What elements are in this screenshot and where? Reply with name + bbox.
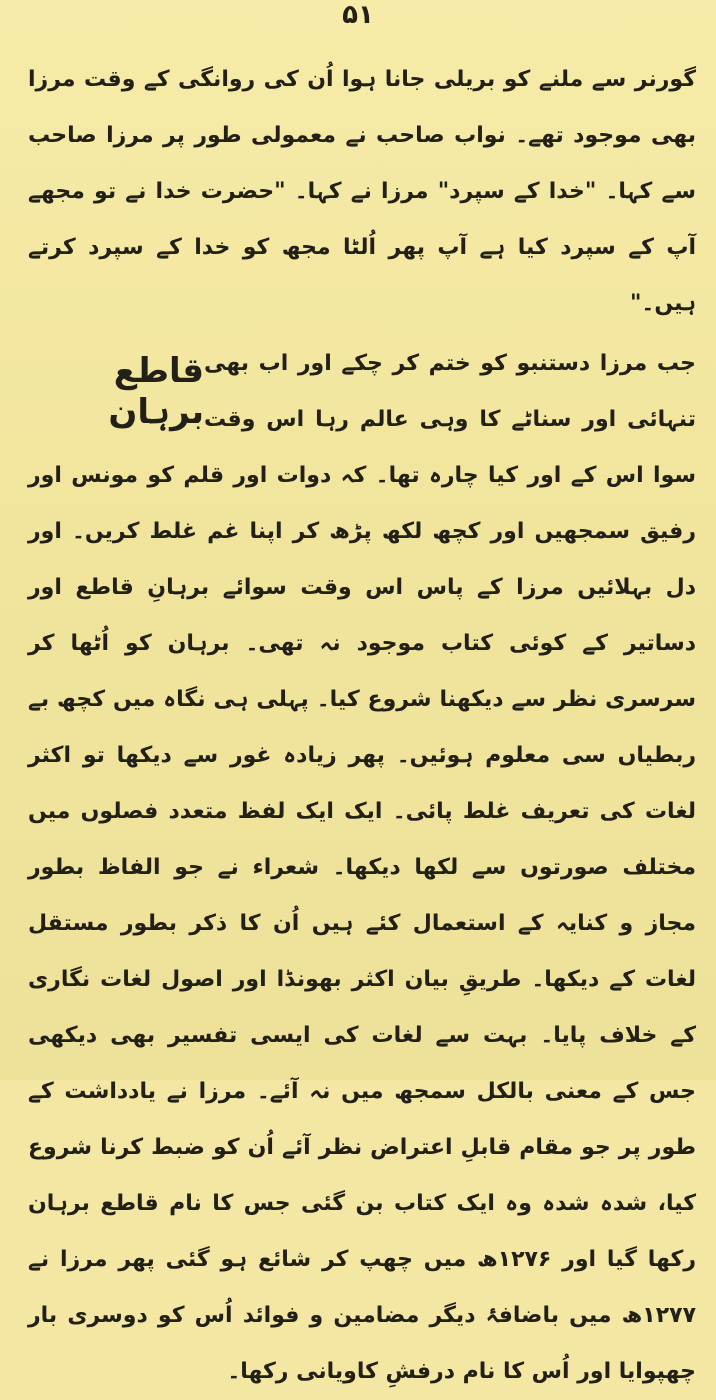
section-heading-box (34, 336, 204, 448)
page-number: ۵۱ (342, 0, 374, 30)
section-heading: قاطع برہان (108, 351, 204, 432)
body-text (28, 52, 696, 1400)
paragraph-1: گورنر سے ملنے کو بریلی جانا ہوا اُن کی روانگی کے وقت مرزا بھی موجود تھے۔ نواب صاحب نے معمولی طور پر مرزا صاحب سے کہا۔ "خدا کے سپرد" مرزا نے کہا۔ "حضرت خدا نے تو مجھے آپ کے سپرد کیا ہے آپ پھر اُلٹا مجھ کو خدا کے سپرد کرتے ہیں۔" (28, 67, 696, 316)
paragraph-2: جب مرزا دستنبو کو ختم کر چکے اور اب بھی تنہائی اور سناٹے کا وہی عالم رہا اس وقت سوا اس کے اور کیا چارہ تھا۔ کہ دوات اور قلم کو مونس اور رفیق سمجھیں اور کچھ لکھ پڑھ کر اپنا غم غلط کریں۔ اور دل بہلائیں مرزا کے پاس اس وقت سوائے برہانِ قاطع اور دساتیر کے کوئی کتاب موجود نہ تھی۔ برہان کو اُٹھا کر سرسری نظر سے دیکھنا شروع کیا۔ پہلی ہی نگاہ میں کچھ بے ربطیاں سی معلوم ہوئیں۔ پھر زیادہ غور سے دیکھا تو اکثر لغات کی تعریف غلط پائی۔ ایک ایک لفظ متعدد فصلوں میں مختلف صورتوں سے لکھا دیکھا۔ شعراء نے جو الفاظ بطور مجاز و کنایہ کے استعمال کئے ہیں اُن کا ذکر بطور مستقل لغات کے دیکھا۔ طریقِ بیان اکثر بھونڈا اور اصول لغات نگاری کے خلاف پایا۔ بہت سے لغات کی ایسی تفسیر بھی دیکھی جس کے معنی بالکل سمجھ میں نہ آئے۔ مرزا نے یادداشت کے طور پر جو مقام قابلِ اعتراض نظر آئے اُن کو ضبط کرنا شروع کیا، شدہ شدہ وہ ایک کتاب بن گئی جس کا نام قاطع برہان رکھا گیا اور ۱۲۷۶ھ میں چھپ کر شائع ہو گئی پھر مرزا نے ۱۲۷۷ھ میں باضافۂ دیگر مضامین و فوائد اُس کو دوسری بار چھپوایا اور اُس کا نام درفشِ کاویانی رکھا۔ (28, 351, 696, 1384)
